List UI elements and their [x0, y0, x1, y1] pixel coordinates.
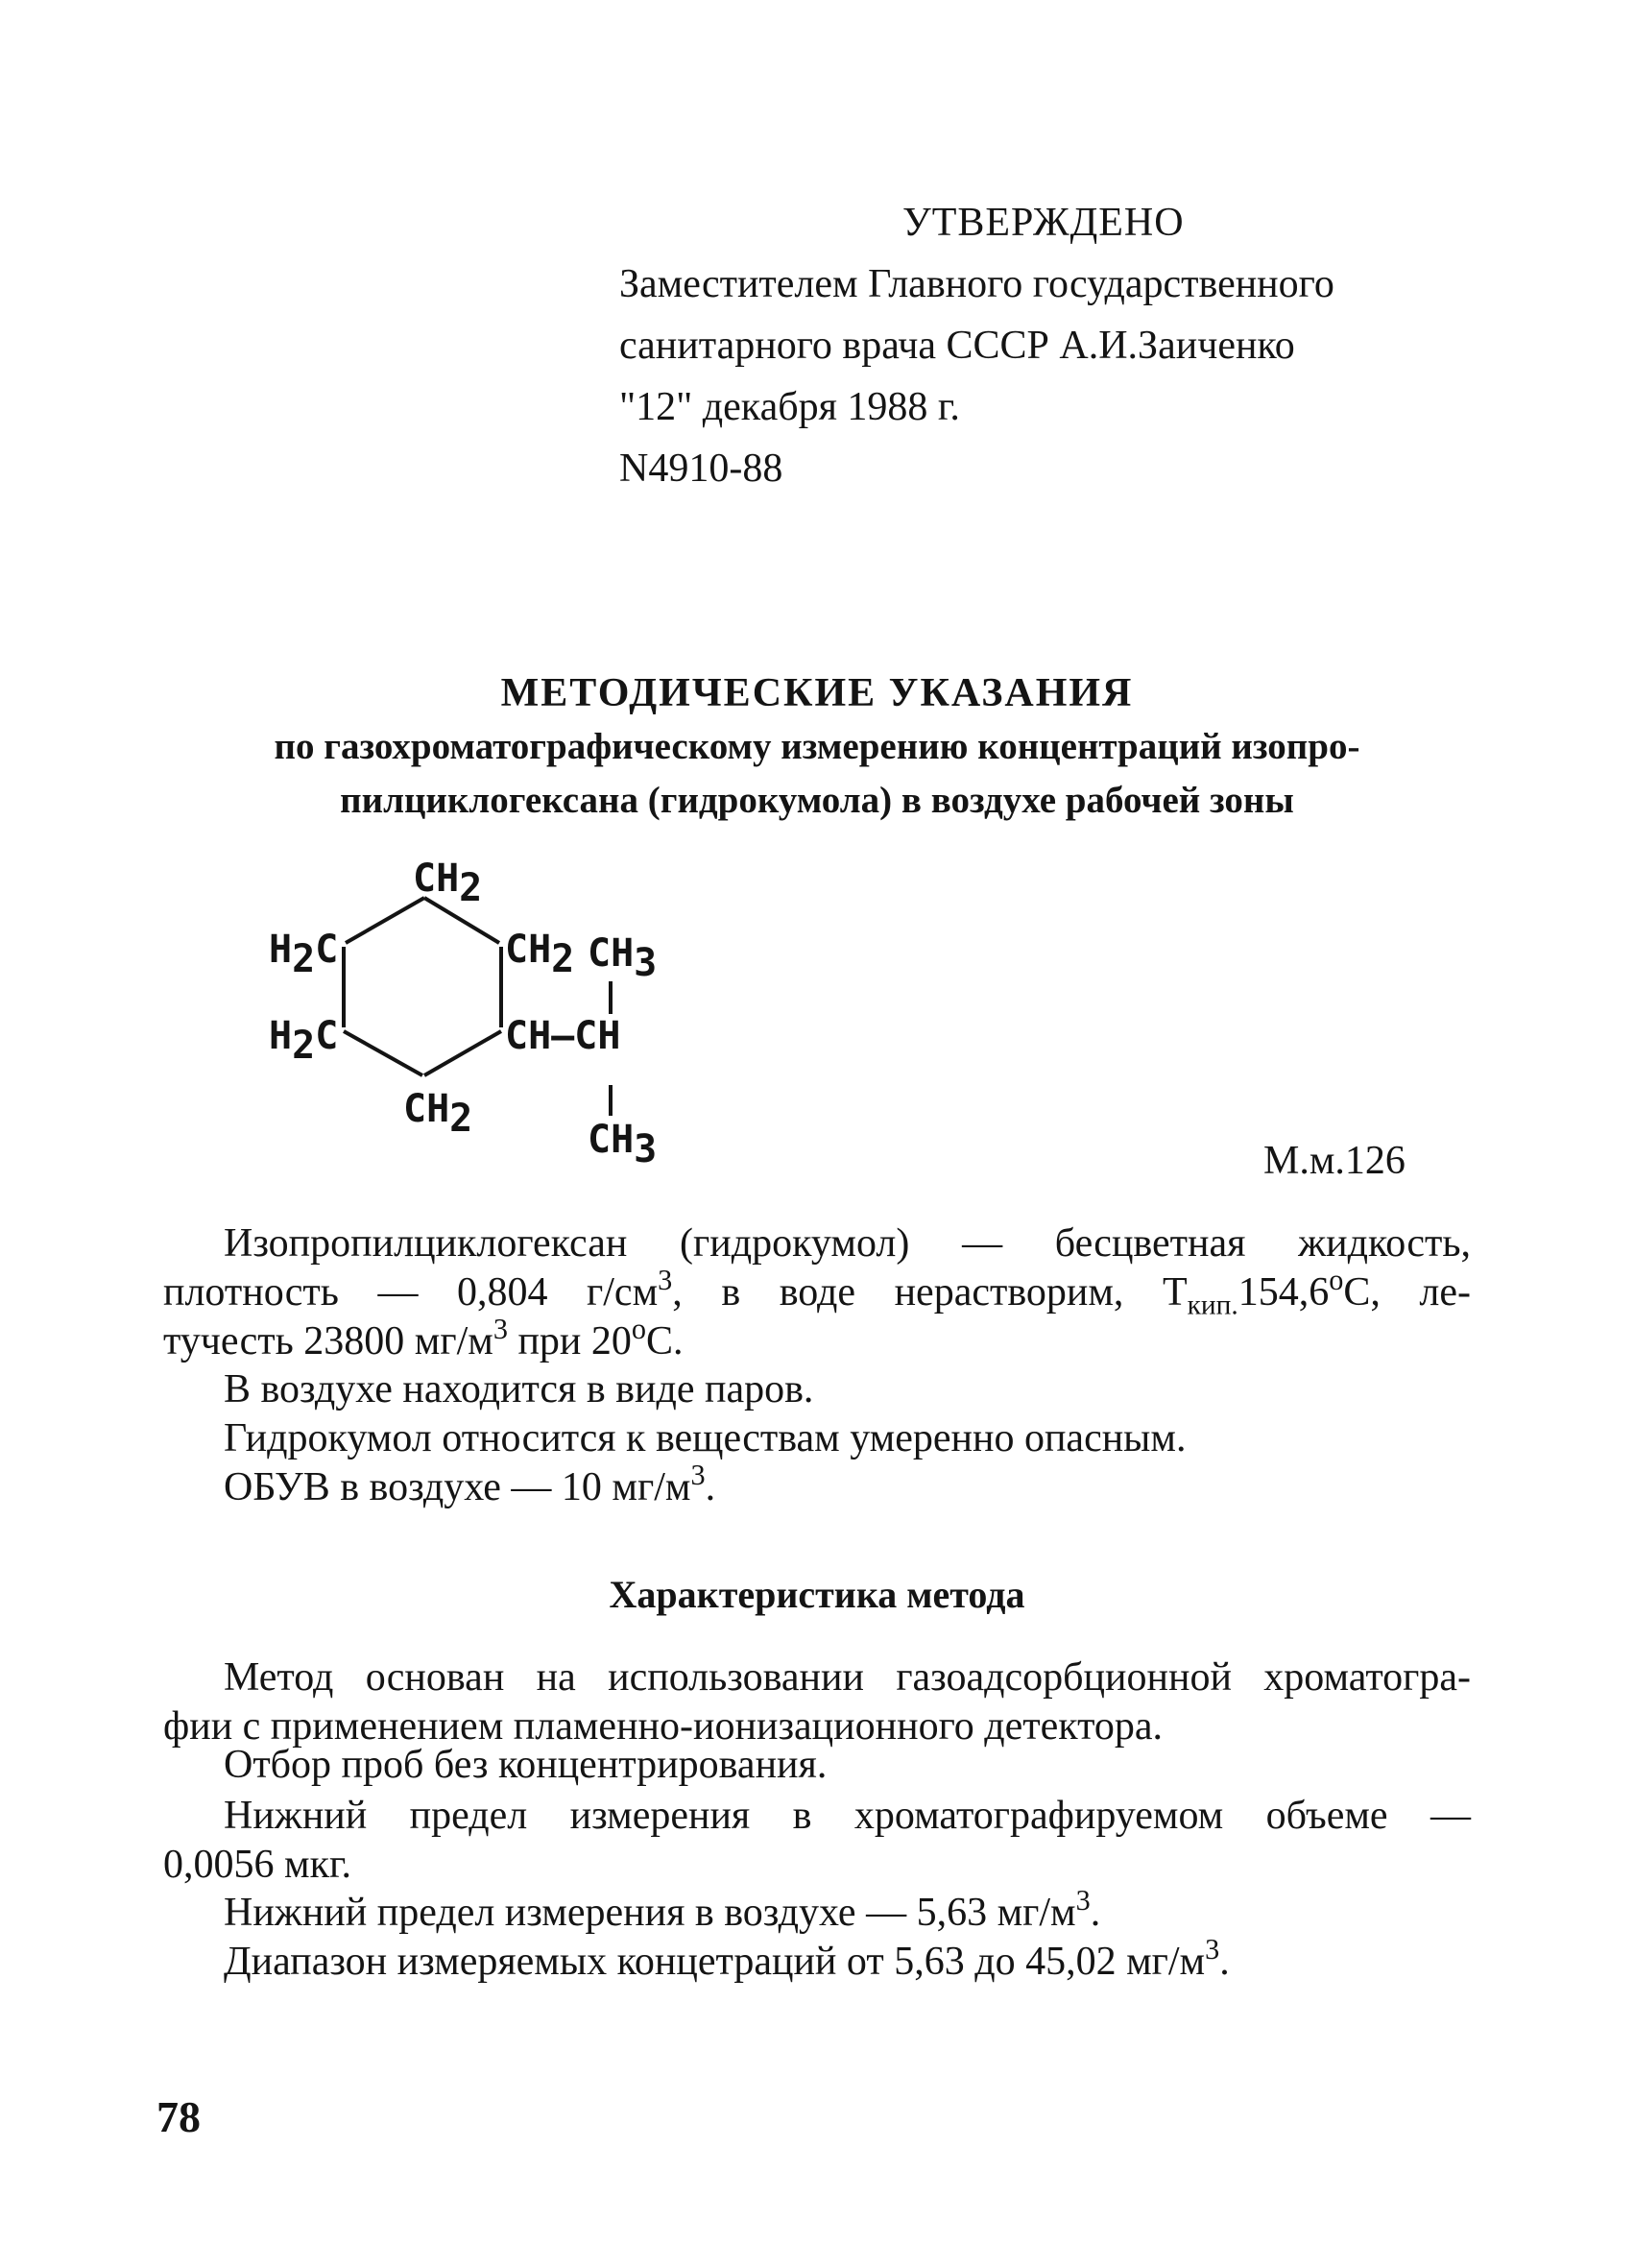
properties-line-2: плотность — 0,804 $г/см^3$, в воде нерастворим, $Т_{кип.}154,6^оС$, ле- [163, 1263, 1472, 1321]
subtitle-line-1: по газохроматографическому измерению концентраций изопро- [274, 726, 1360, 767]
structural-formula-svg [259, 845, 701, 1171]
method-line-1: Метод основан на использовании газоадсорбционной хроматогра- [224, 1655, 1471, 1700]
ring-bonds [344, 898, 501, 1075]
formula-h2c-lower: H2C [269, 1014, 339, 1068]
molar-mass: М.м.126 [1263, 1139, 1406, 1183]
document-subtitle [144, 720, 1490, 828]
formula-ch3-bottom: CH3 [588, 1118, 658, 1171]
formula-h2c-upper: H2C [269, 928, 339, 981]
page-number: 78 [156, 2092, 201, 2141]
sampling-note: Отбор проб без концентрирования. [224, 1743, 828, 1787]
physical-state: В воздухе находится в виде паров. [224, 1367, 814, 1411]
method-paragraph [163, 1653, 1471, 1751]
approval-heading: УТВЕРЖДЕНО [902, 201, 1185, 245]
formula-ch2-bottom: CH2 [403, 1087, 473, 1141]
limit-volume-line-1: Нижний предел измерения в хроматографируемом объеме — [224, 1794, 1471, 1838]
formula-ch3-top: CH3 [588, 931, 658, 985]
subtitle-line-2: пилциклогексана (гидрокумола) в воздухе рабочей зоны [340, 780, 1294, 821]
section-heading: Характеристика метода [609, 1573, 1025, 1616]
limit-volume-line-2: 0,0056 мкг. [163, 1843, 351, 1887]
approval-line-1: Заместителем Главного государственного [619, 262, 1334, 306]
properties-paragraph [163, 1219, 1471, 1366]
approval-line-2: санитарного врача СССР А.И.Заиченко [619, 324, 1295, 368]
approval-number: N4910-88 [619, 446, 783, 491]
hazard-class: Гидрокумол относится к веществам умеренно опасным. [224, 1416, 1187, 1460]
formula-ch2-right: CH2 [505, 928, 575, 981]
properties-line-1: Изопропилциклогексан (гидрокумол) — бесцветная жидкость, [224, 1221, 1471, 1266]
method-line-2: фии с применением пламенно-ионизационного детектора. [163, 1704, 1164, 1749]
properties-line-3: тучесть 23800 $мг/м^3$ при $20^оС$. [163, 1312, 684, 1363]
structural-formula [259, 845, 701, 1171]
formula-ch2-top: CH2 [413, 857, 483, 910]
measurement-range: Диапазон измеряемых концетраций от 5,63 до 45,02 $мг/м^3$. [224, 1932, 1230, 1984]
document-title: МЕТОДИЧЕСКИЕ УКАЗАНИЯ [500, 671, 1134, 715]
approval-block [619, 192, 1334, 499]
limit-air: Нижний предел измерения в воздухе — 5,63 $мг/м^3$. [224, 1883, 1101, 1935]
approval-line-3: "12" декабря 1988 г. [619, 385, 960, 429]
limit-volume-paragraph [163, 1792, 1471, 1890]
obuv-value: ОБУВ в воздухе — 10 $мг/м^3$. [224, 1458, 716, 1509]
formula-ch-ch-bond: CH—CH [505, 1014, 621, 1058]
